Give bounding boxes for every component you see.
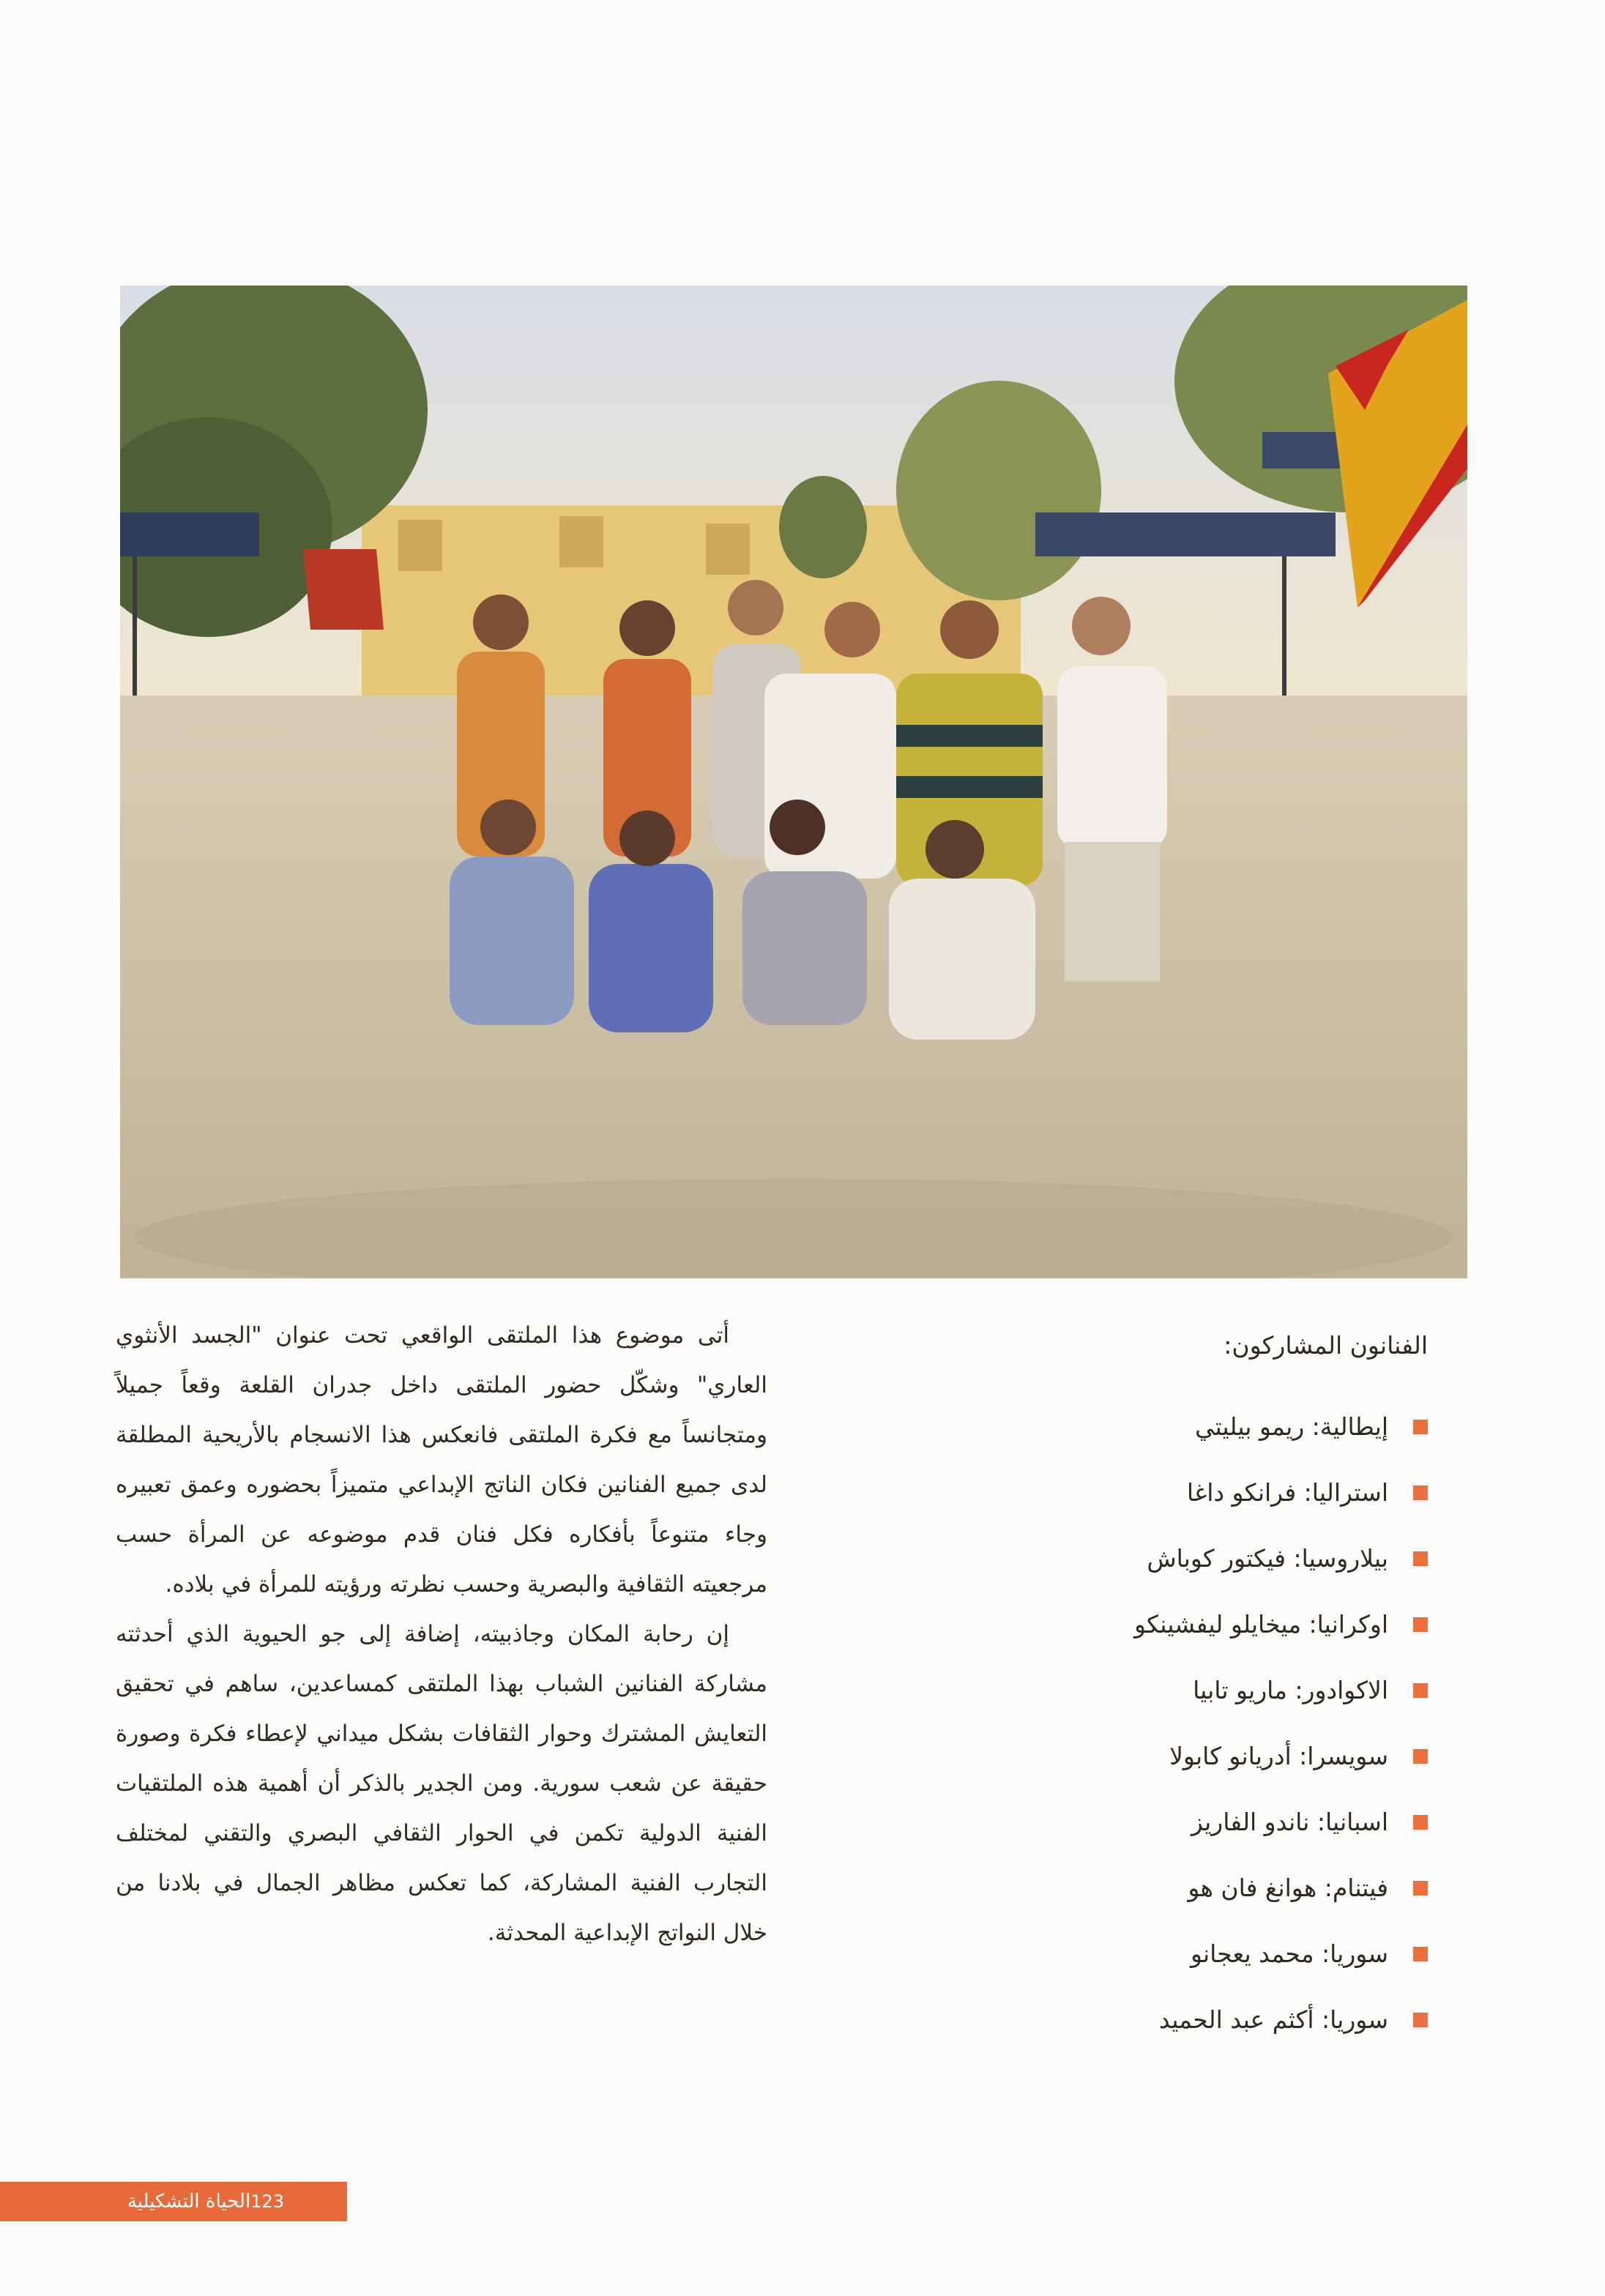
square-bullet-icon xyxy=(1413,1617,1428,1632)
participant-name: سويسرا: أدريانو كابولا xyxy=(1169,1742,1388,1770)
participant-name: استراليا: فرانكو داغا xyxy=(1186,1478,1388,1507)
publication-name: الحياة التشكيلية xyxy=(127,2191,251,2213)
participant-name: اسبانيا: ناندو الفاريز xyxy=(1191,1808,1388,1836)
square-bullet-icon xyxy=(1413,1420,1428,1434)
group-photo xyxy=(120,286,1467,1278)
square-bullet-icon xyxy=(1413,2013,1428,2027)
list-item xyxy=(988,1723,1428,1789)
participant-name: اوكرانيا: ميخايلو ليفشينكو xyxy=(1134,1610,1388,1639)
participant-name: الاكوادور: ماريو تابيا xyxy=(1193,1676,1388,1704)
list-item xyxy=(988,1592,1428,1658)
square-bullet-icon xyxy=(1413,1749,1428,1764)
square-bullet-icon xyxy=(1413,1683,1428,1698)
square-bullet-icon xyxy=(1413,1815,1428,1830)
group-photo-illustration xyxy=(120,286,1467,1278)
participant-name: فيتنام: هوانغ فان هو xyxy=(1188,1874,1388,1902)
square-bullet-icon xyxy=(1413,1947,1428,1961)
list-item xyxy=(988,1789,1428,1855)
participant-name: بيلاروسيا: فيكتور كوباش xyxy=(1147,1544,1388,1573)
page-number: 123 xyxy=(250,2191,284,2212)
list-item xyxy=(988,1394,1428,1460)
participant-name: إيطالية: ريمو بيليتي xyxy=(1194,1412,1388,1441)
article-paragraph: إن رحابة المكان وجاذبيته، إضافة إلى جو الحيوية الذي أحدثته مشاركة الفنانين الشباب بهذا الملتقى كمساعدين، ساهم في تحقيق التعايش المشترك وحوار الثقافات بشكل ميداني لإعطاء فكرة وصورة حقيقة عن شعب سورية. ومن الجدير بالذكر أن أهمية هذه الملتقيات الفنية الدولية تكمن في الحوار الثقافي البصري والتقني لمختلف التجارب الفنية المشاركة، كما تعكس مظاهر الجمال في بلادنا من خلال النواتج الإبداعية المحدثة. xyxy=(116,1621,767,1946)
participants-list xyxy=(988,1327,1428,2053)
participants-heading: الفنانون المشاركون: xyxy=(1224,1331,1428,1360)
list-item xyxy=(988,1526,1428,1592)
list-item xyxy=(988,1855,1428,1921)
footer-bar xyxy=(0,2182,347,2221)
square-bullet-icon xyxy=(1413,1551,1428,1566)
list-item xyxy=(988,1987,1428,2053)
list-item xyxy=(988,1921,1428,1987)
article-paragraph: أتى موضوع هذا الملتقى الواقعي تحت عنوان "الجسد الأنثوي العاري" وشكّل حضور الملتقى داخل جدران القلعة وقعاً جميلاً ومتجانساً مع فكرة الملتقى فانعكس هذا الانسجام بالأريحية المطلقة لدى جميع الفنانين فكان الناتج الإبداعي متميزاً بحضوره وعمق تعبيره وجاء متنوعاً بأفكاره فكل فنان قدم موضوعه عن المرأة حسب مرجعيته الثقافية والبصرية وحسب نظرته ورؤيته للمرأة في بلاده. xyxy=(116,1322,767,1598)
list-item xyxy=(988,1658,1428,1723)
participant-name: سوريا: أكثم عبد الحميد xyxy=(1158,2005,1388,2034)
square-bullet-icon xyxy=(1413,1881,1428,1896)
article-body xyxy=(116,1311,767,1958)
participant-name: سوريا: محمد يعجانو xyxy=(1190,1939,1388,1968)
list-item xyxy=(988,1460,1428,1526)
square-bullet-icon xyxy=(1413,1486,1428,1500)
